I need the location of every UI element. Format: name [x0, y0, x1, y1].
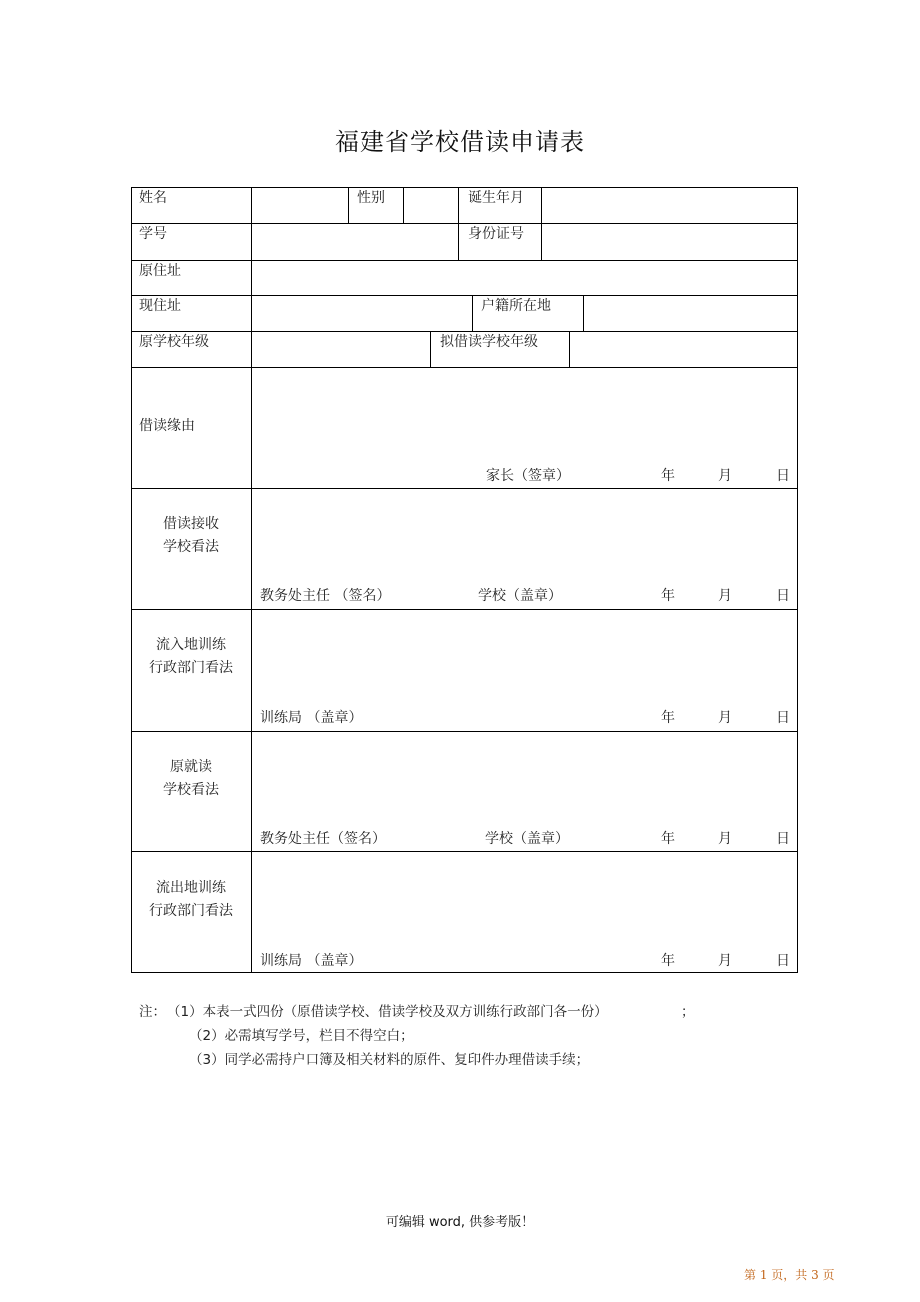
label-outflow-line2: 行政部门看法: [149, 903, 233, 919]
dean-signature-label: 教务处主任 （签名）: [260, 588, 391, 604]
date-month: 月: [718, 831, 732, 847]
date-year: 年: [661, 468, 675, 484]
date-day: 日: [776, 588, 790, 604]
date-year: 年: [661, 831, 675, 847]
label-old-grade: 原学校年级: [139, 334, 209, 350]
school-seal-label: 学校（盖章）: [478, 588, 562, 604]
bureau-seal-label: 训练局 （盖章）: [260, 710, 363, 726]
label-current-address: 现住址: [139, 298, 181, 314]
dean-signature-label: 教务处主任（签名）: [260, 831, 386, 847]
date-day: 日: [776, 831, 790, 847]
application-form-table: [131, 187, 798, 973]
note-1: （1）本表一式四份（原借读学校、借读学校及双方训练行政部门各一份）: [167, 1004, 608, 1020]
label-original-line1: 原就读: [170, 759, 212, 775]
label-student-no: 学号: [139, 226, 167, 242]
note-prefix: 注：: [139, 1004, 166, 1020]
label-receiving-line2: 学校看法: [163, 539, 219, 555]
label-inflow-line1: 流入地训练: [156, 637, 226, 653]
label-outflow-line1: 流出地训练: [156, 880, 226, 896]
label-reason: 借读缘由: [139, 418, 195, 434]
date-year: 年: [661, 953, 675, 969]
date-year: 年: [661, 710, 675, 726]
bureau-seal-label: 训练局 （盖章）: [260, 953, 363, 969]
date-day: 日: [776, 710, 790, 726]
label-old-address: 原住址: [139, 263, 181, 279]
label-new-grade: 拟借读学校年级: [440, 334, 538, 350]
date-day: 日: [776, 953, 790, 969]
label-name: 姓名: [139, 190, 167, 206]
parent-signature-label: 家长（签章）: [486, 468, 570, 484]
label-household: 户籍所在地: [481, 298, 551, 314]
label-inflow-line2: 行政部门看法: [149, 660, 233, 676]
label-gender: 性别: [357, 190, 385, 206]
label-id-no: 身份证号: [468, 226, 524, 242]
school-seal-label: 学校（盖章）: [485, 831, 569, 847]
footer-note: 可编辑 word, 供参考版！: [385, 1215, 535, 1230]
date-day: 日: [776, 468, 790, 484]
date-month: 月: [718, 588, 732, 604]
label-original-line2: 学校看法: [163, 782, 219, 798]
date-month: 月: [718, 468, 732, 484]
label-birth: 诞生年月: [468, 190, 524, 206]
date-month: 月: [718, 953, 732, 969]
date-year: 年: [661, 588, 675, 604]
note-2: （2）必需填写学号，栏目不得空白；: [189, 1028, 414, 1044]
label-receiving-line1: 借读接收: [163, 516, 219, 532]
date-month: 月: [718, 710, 732, 726]
note-1-end: ；: [681, 1004, 695, 1020]
page-number: 第 1 页，共 3 页: [744, 1268, 835, 1282]
form-title: 福建省学校借读申请表: [335, 128, 585, 156]
note-3: （3）同学必需持户口簿及相关材料的原件、复印件办理借读手续；: [189, 1052, 590, 1068]
